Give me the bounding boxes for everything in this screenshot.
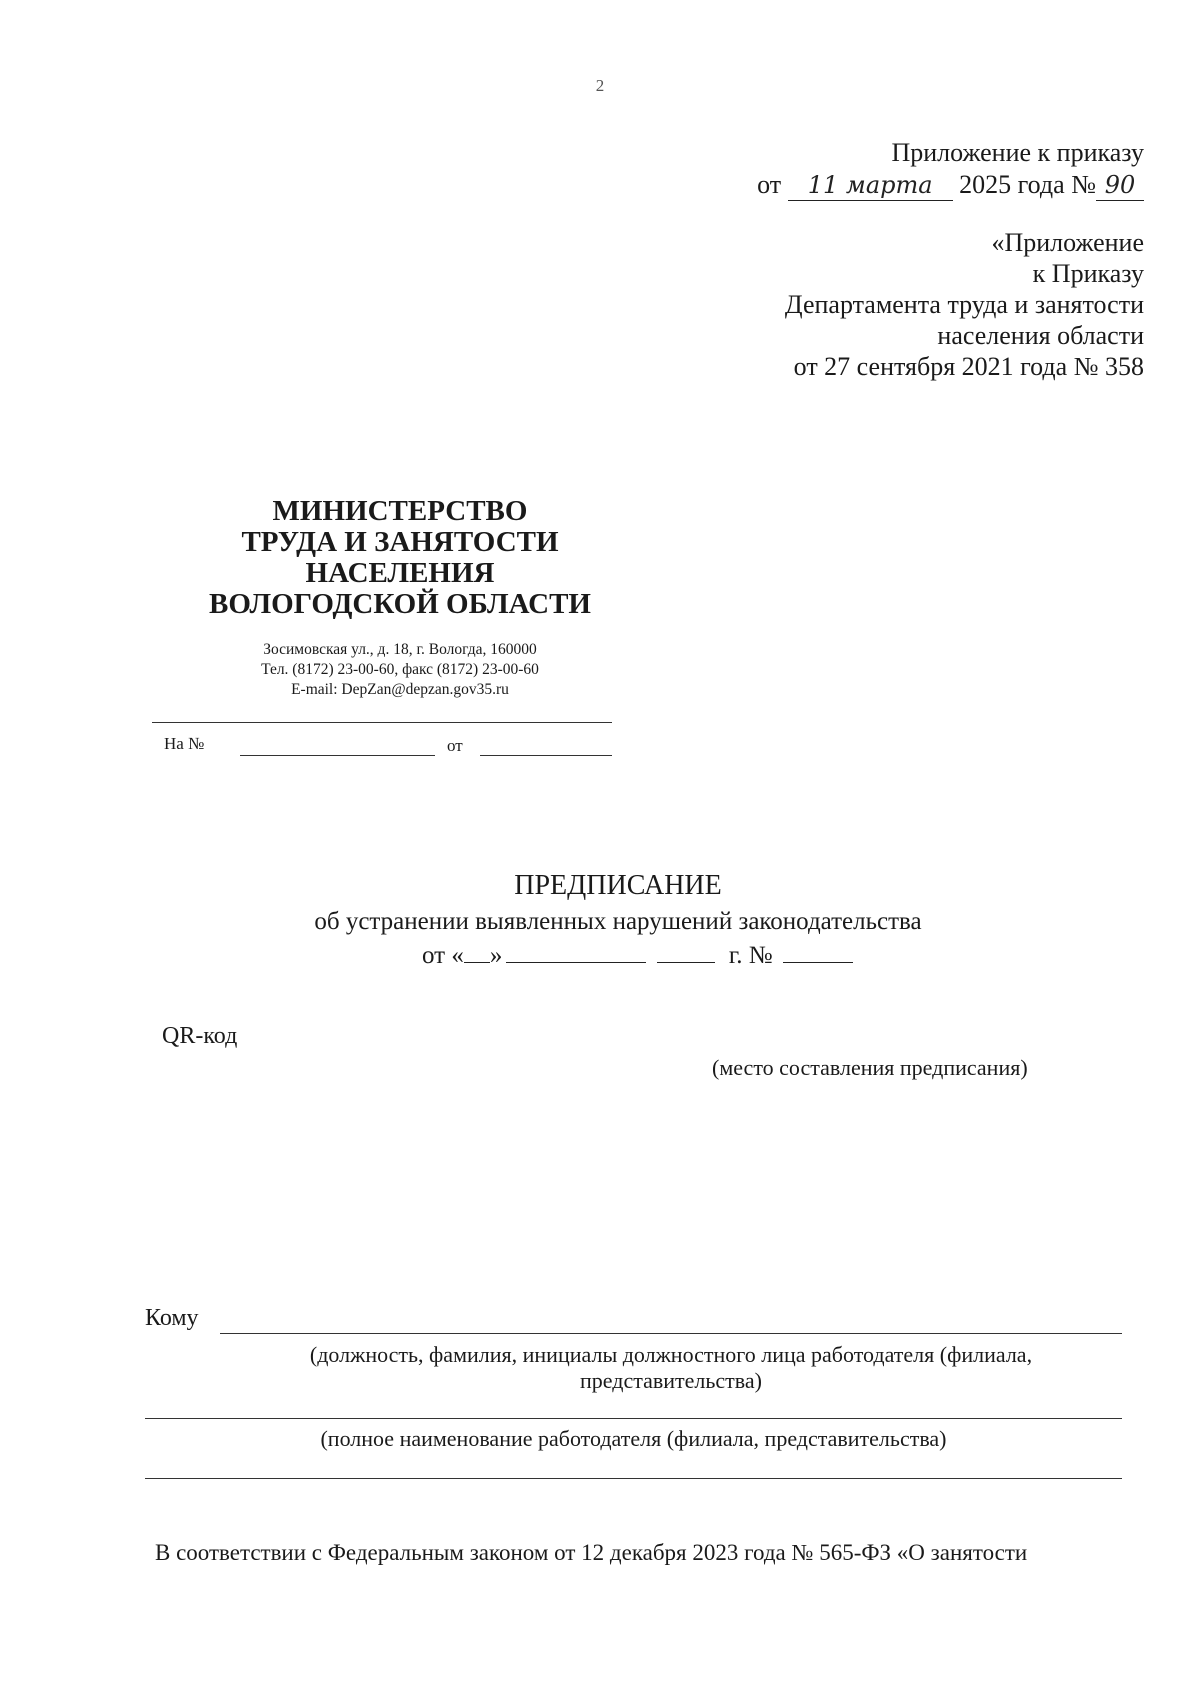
ministry-contacts bbox=[160, 640, 640, 700]
body-first-line: В соответствии с Федеральным законом от 12 декабря 2023 года № 565-ФЗ «О занятости bbox=[155, 1540, 1028, 1565]
reply-number-label: На № bbox=[164, 734, 205, 753]
handwritten-number: 90 bbox=[1104, 171, 1136, 199]
appendix-date-prefix: от bbox=[757, 170, 782, 199]
prescription-subtitle: об устранении выявленных нарушений законодательства bbox=[314, 908, 922, 935]
page-number: 2 bbox=[595, 76, 605, 95]
prescription-month-blank bbox=[506, 962, 646, 963]
qr-code-label: QR-код bbox=[162, 1023, 238, 1049]
recipient-official-caption-2: представительства) bbox=[580, 1368, 762, 1393]
prescription-year-label: г. № bbox=[728, 942, 773, 969]
ministry-title-line-1: МИНИСТЕРСТВО bbox=[272, 495, 528, 527]
prescription-number-blank bbox=[783, 962, 853, 963]
reply-from-label: от bbox=[447, 736, 463, 755]
prescription-title: ПРЕДПИСАНИЕ bbox=[514, 870, 722, 901]
previous-appendix-line-3: Департамента труда и занятости bbox=[784, 290, 1144, 319]
reply-date-blank bbox=[480, 755, 612, 756]
ministry-title-line-2: ТРУДА И ЗАНЯТОСТИ bbox=[241, 526, 559, 558]
previous-appendix-line-2: к Приказу bbox=[1032, 259, 1144, 288]
appendix-date-blank bbox=[788, 170, 953, 201]
recipient-label: Кому bbox=[145, 1305, 199, 1331]
place-caption: (место составления предписания) bbox=[712, 1055, 1028, 1080]
appendix-date-year: 2025 года № bbox=[959, 170, 1096, 199]
prescription-date-line bbox=[422, 942, 853, 970]
previous-appendix-line-1: «Приложение bbox=[991, 228, 1144, 257]
appendix-title: Приложение к приказу bbox=[891, 138, 1144, 167]
reply-number-blank bbox=[240, 755, 435, 756]
prescription-day-blank bbox=[464, 962, 490, 963]
employer-extra-blank bbox=[145, 1478, 1122, 1479]
prescription-date-open: от « bbox=[422, 942, 464, 969]
prescription-year-blank bbox=[657, 962, 715, 963]
handwritten-date: 11 марта bbox=[807, 171, 933, 199]
recipient-official-caption-1: (должность, фамилия, инициалы должностного лица работодателя (филиала, bbox=[309, 1342, 1033, 1367]
ministry-phone: Тел. (8172) 23-00-60, факс (8172) 23-00-60 bbox=[261, 661, 539, 678]
recipient-official-blank bbox=[220, 1333, 1122, 1334]
previous-appendix-line-4: населения области bbox=[937, 321, 1144, 350]
ministry-address: Зосимовская ул., д. 18, г. Вологда, 160000 bbox=[263, 641, 537, 658]
ministry-email: E-mail: DepZan@depzan.gov35.ru bbox=[291, 681, 509, 698]
employer-name-blank bbox=[145, 1418, 1122, 1419]
appendix-number-blank bbox=[1096, 170, 1144, 201]
ministry-title-line-3: НАСЕЛЕНИЯ bbox=[305, 557, 495, 589]
appendix-date-line bbox=[757, 170, 1144, 201]
ministry-title bbox=[160, 496, 640, 620]
employer-name-caption: (полное наименование работодателя (филиала, представительства) bbox=[320, 1426, 947, 1451]
letterhead-divider bbox=[152, 722, 612, 723]
previous-appendix-line-5: от 27 сентября 2021 года № 358 bbox=[793, 352, 1144, 381]
ministry-title-line-4: ВОЛОГОДСКОЙ ОБЛАСТИ bbox=[209, 588, 591, 620]
prescription-date-close: » bbox=[489, 942, 503, 969]
